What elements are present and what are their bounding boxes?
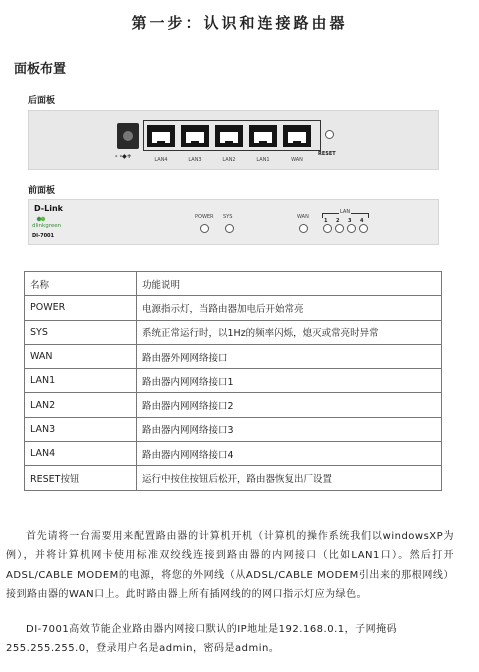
table-cell: 路由器内网网络接口1 [137,369,442,393]
table-cell: RESET按钮 [25,466,137,490]
svg-text:dlinkgreen [32,223,62,228]
page-title: 第一步：认识和连接路由器 [131,14,348,32]
table-row [25,344,442,368]
table-cell: 电源指示灯，当路由器加电后开始常亮 [137,296,442,320]
table-cell: LAN1 [25,369,137,393]
lan4-led-icon [359,224,368,233]
led-label-power: POWER [195,214,214,220]
port-label: LAN3 [188,157,202,163]
table-row [25,296,442,320]
table-row [25,393,442,417]
ethernet-port-icon [181,125,209,147]
lan1-led-icon [323,224,332,233]
table-cell: LAN2 [25,393,137,417]
wan-led-icon [299,224,308,233]
ethernet-port-icon [147,125,175,147]
default-ip-paragraph: DI-7001高效节能企业路由器内网接口默认的IP地址是192.168.0.1，子网掩码255.255.255.0，登录用户名是admin，密码是admin。 [6,624,398,655]
setup-paragraph: 首先请将一台需要用来配置路由器的计算机开机（计算机的操作系统我们以windowsXP为例），并将计算机网卡使用标准双绞线连接到路由器的内网接口（比如LAN1口）。然后打开ADSL/CABLE MODEM的电源，将您的外网线（从ADSL/CABLE MODEM引出来的那根网线）接到路由器的WAN口上。此时路由器上所有插网线的的网口指示灯应为绿色。 [6,531,454,601]
sys-led-icon [225,224,234,233]
lan-number: 2 [336,218,340,224]
port-label: LAN4 [154,157,168,163]
table-row [25,442,442,466]
lan3-led-icon [347,224,356,233]
table-cell: 运行中按住按钮后松开，路由器恢复出厂设置 [137,466,442,490]
table-header-row [25,272,442,296]
front-panel-diagram [28,199,439,245]
table-cell: SYS [25,320,137,344]
dlinkgreen-logo-icon [32,216,76,228]
reset-button-icon [325,130,334,139]
model-label: DI-7001 [32,233,55,239]
table-cell: 路由器内网网络接口2 [137,393,442,417]
lan-number: 1 [324,218,328,224]
ethernet-port-icon [215,125,243,147]
dlink-logo [29,200,79,244]
table-row [25,320,442,344]
led-label-wan: WAN [297,214,309,220]
reset-label: RESET [318,151,336,157]
port-label: LAN1 [256,157,270,163]
table-cell: 路由器外网网络接口 [137,344,442,368]
lan2-led-icon [335,224,344,233]
table-row [25,466,442,490]
back-panel-diagram [28,110,439,170]
table-header-cell: 功能说明 [137,272,442,296]
lan-number: 3 [348,218,352,224]
table-cell: POWER [25,296,137,320]
port-label: LAN2 [222,157,236,163]
ethernet-port-icon [283,125,311,147]
table-header-cell: 名称 [25,272,137,296]
table-row [25,369,442,393]
table-cell: 路由器内网网络接口4 [137,442,442,466]
lan-number: 4 [360,218,364,224]
table-cell: LAN4 [25,442,137,466]
back-panel-heading: 后面板 [28,96,56,106]
table-row [25,417,442,441]
lan-group-label: LAN [340,209,351,215]
green-logo-text: dlinkgreen [32,223,62,228]
brand-name: D-Link [34,204,63,213]
led-label-sys: SYS [223,214,233,220]
ethernet-port-icon [249,125,277,147]
section-heading: 面板布置 [14,62,67,77]
front-panel-heading: 前面板 [28,186,56,196]
power-led-icon [200,224,209,233]
function-table [24,271,442,491]
table-cell: 系统正常运行时，以1Hz的频率闪烁，熄灭或常亮时异常 [137,320,442,344]
port-label: WAN [291,157,303,163]
polarity-symbol: - -◆+ [115,153,132,160]
power-jack-icon [117,123,139,149]
table-cell: 路由器内网网络接口3 [137,417,442,441]
table-cell: WAN [25,344,137,368]
table-cell: LAN3 [25,417,137,441]
